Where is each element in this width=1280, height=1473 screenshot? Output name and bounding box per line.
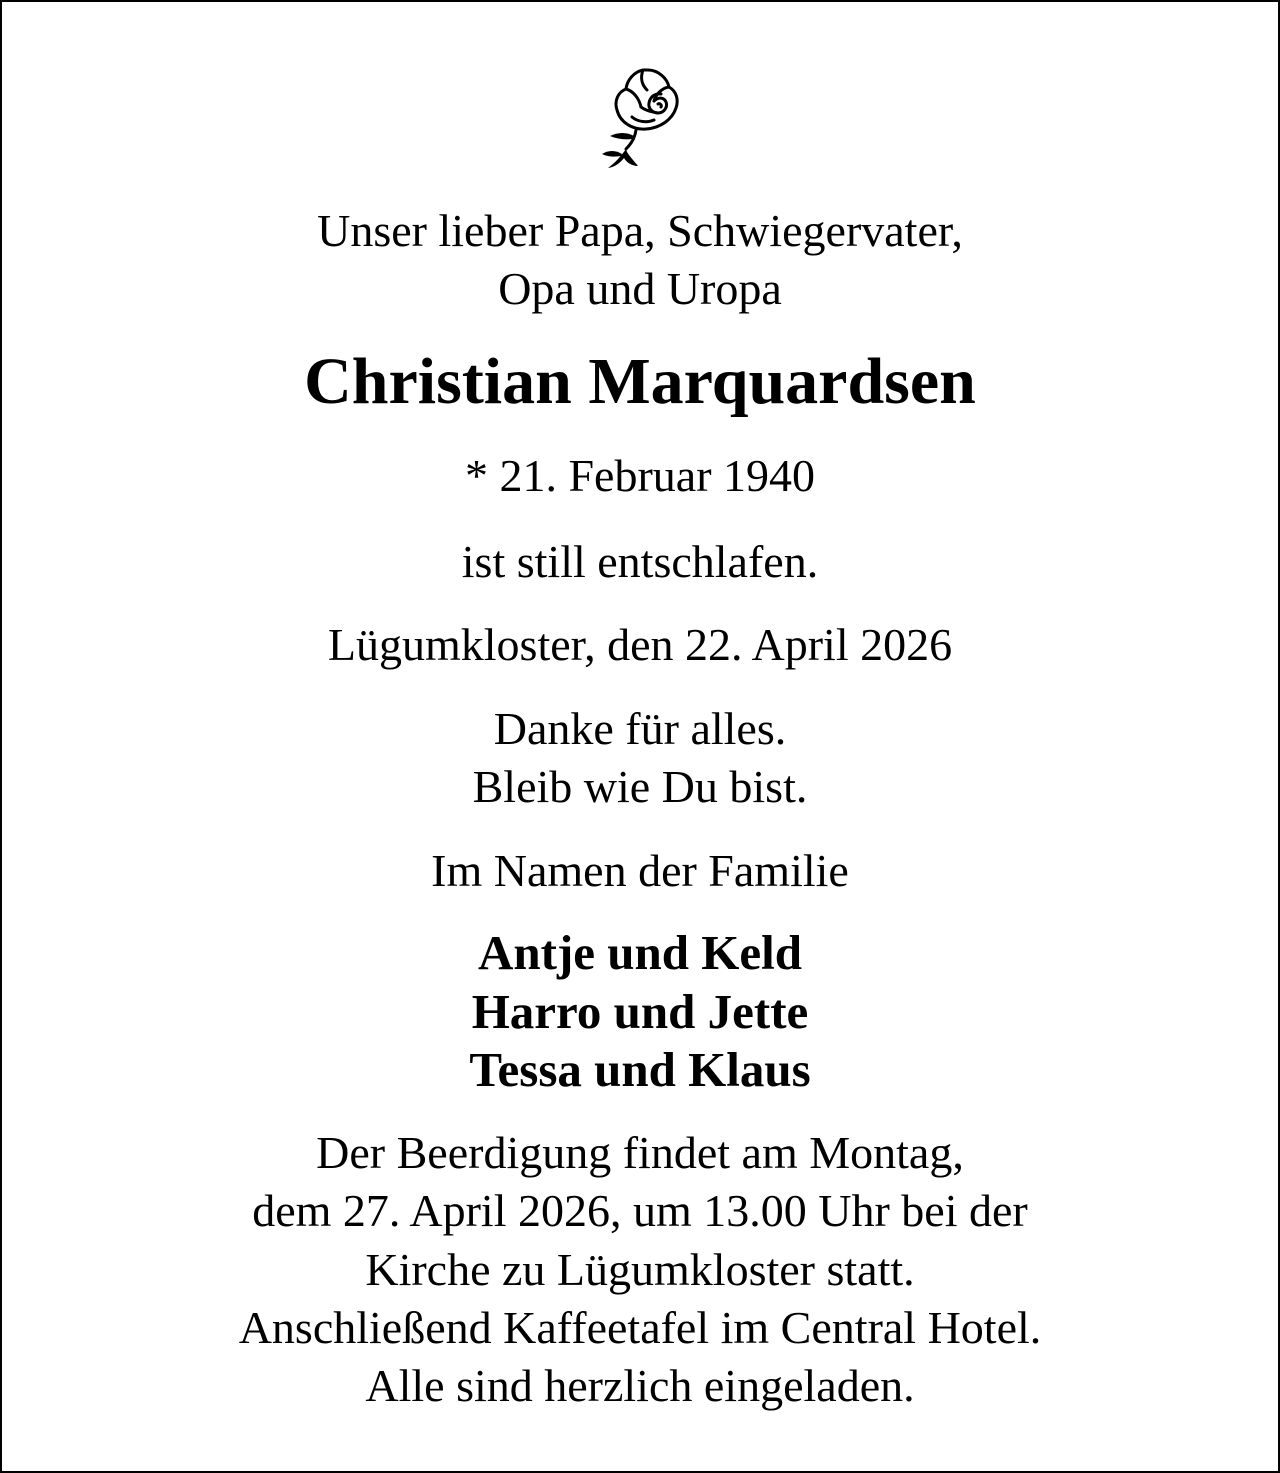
funeral-info-line: dem 27. April 2026, um 13.00 Uhr bei der	[252, 1185, 1028, 1236]
birth-date: * 21. Februar 1940	[464, 450, 816, 501]
mourner-names: Tessa und Klaus	[469, 1042, 811, 1097]
intro-line: Opa und Uropa	[498, 263, 782, 314]
mourner-names: Antje und Keld	[477, 925, 802, 980]
funeral-info-line: Der Beerdigung findet am Montag,	[316, 1127, 964, 1178]
intro-line: Unser lieber Papa, Schwiegervater,	[317, 205, 963, 256]
place-and-date: Lügumkloster, den 22. April 2026	[327, 619, 953, 670]
farewell-line: Bleib wie Du bist.	[472, 761, 808, 812]
funeral-info-line: Alle sind herzlich eingeladen.	[365, 1360, 915, 1411]
farewell-line: Danke für alles.	[493, 703, 787, 754]
mourner-names: Harro und Jette	[471, 984, 809, 1039]
passing-statement: ist still entschlafen.	[461, 536, 819, 587]
funeral-info-line: Anschließend Kaffeetafel im Central Hotel.	[238, 1302, 1042, 1353]
family-intro: Im Namen der Familie	[431, 845, 849, 896]
funeral-info-line: Kirche zu Lügumkloster statt.	[365, 1244, 915, 1295]
deceased-name: Christian Marquardsen	[304, 345, 976, 418]
rose-icon	[596, 64, 690, 172]
